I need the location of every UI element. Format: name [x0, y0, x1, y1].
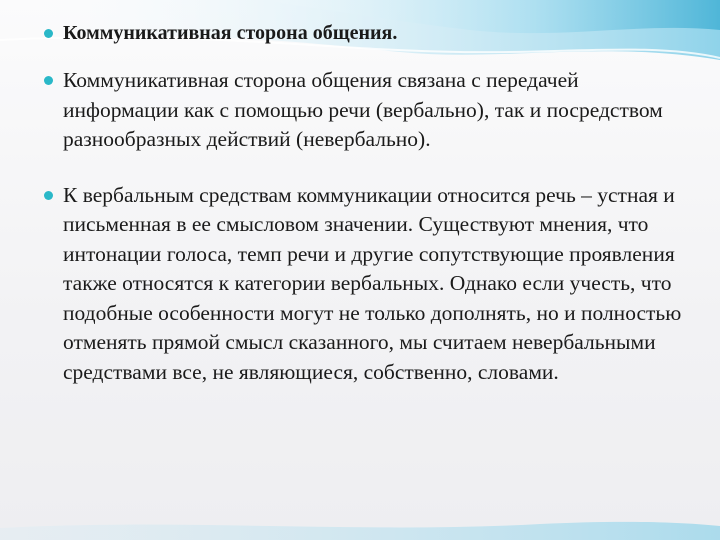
bullet-dot-icon [44, 191, 53, 200]
bullet-heading-text: Коммуникативная сторона общения. [63, 22, 398, 44]
bullet-definition-text: Коммуникативная сторона общения связана с передачей информации как с помощью речи (вербально), так и посредством разнообразных действий (невербально). [63, 68, 663, 151]
bullet-heading [44, 18, 684, 48]
bullet-verbal-means [44, 181, 684, 388]
bullet-dot-icon [44, 76, 53, 85]
bullet-verbal-means-text: К вербальным средствам коммуникации относится речь – устная и письменная в ее смысловом значении. Существуют мнения, что интонации голоса, темп речи и другие сопутствующие проявления также относятся к категории вербальных. Однако если учесть, что подобные особенности могут не только дополнять, но и полностью отменять прямой смысл сказанного, мы считаем невербальными средствами все, не являющиеся, собственно, словами. [63, 182, 682, 384]
bottom-wave-decoration [0, 500, 720, 540]
slide-content [44, 18, 684, 387]
bullet-definition [44, 66, 684, 155]
bullet-dot-icon [44, 29, 53, 38]
